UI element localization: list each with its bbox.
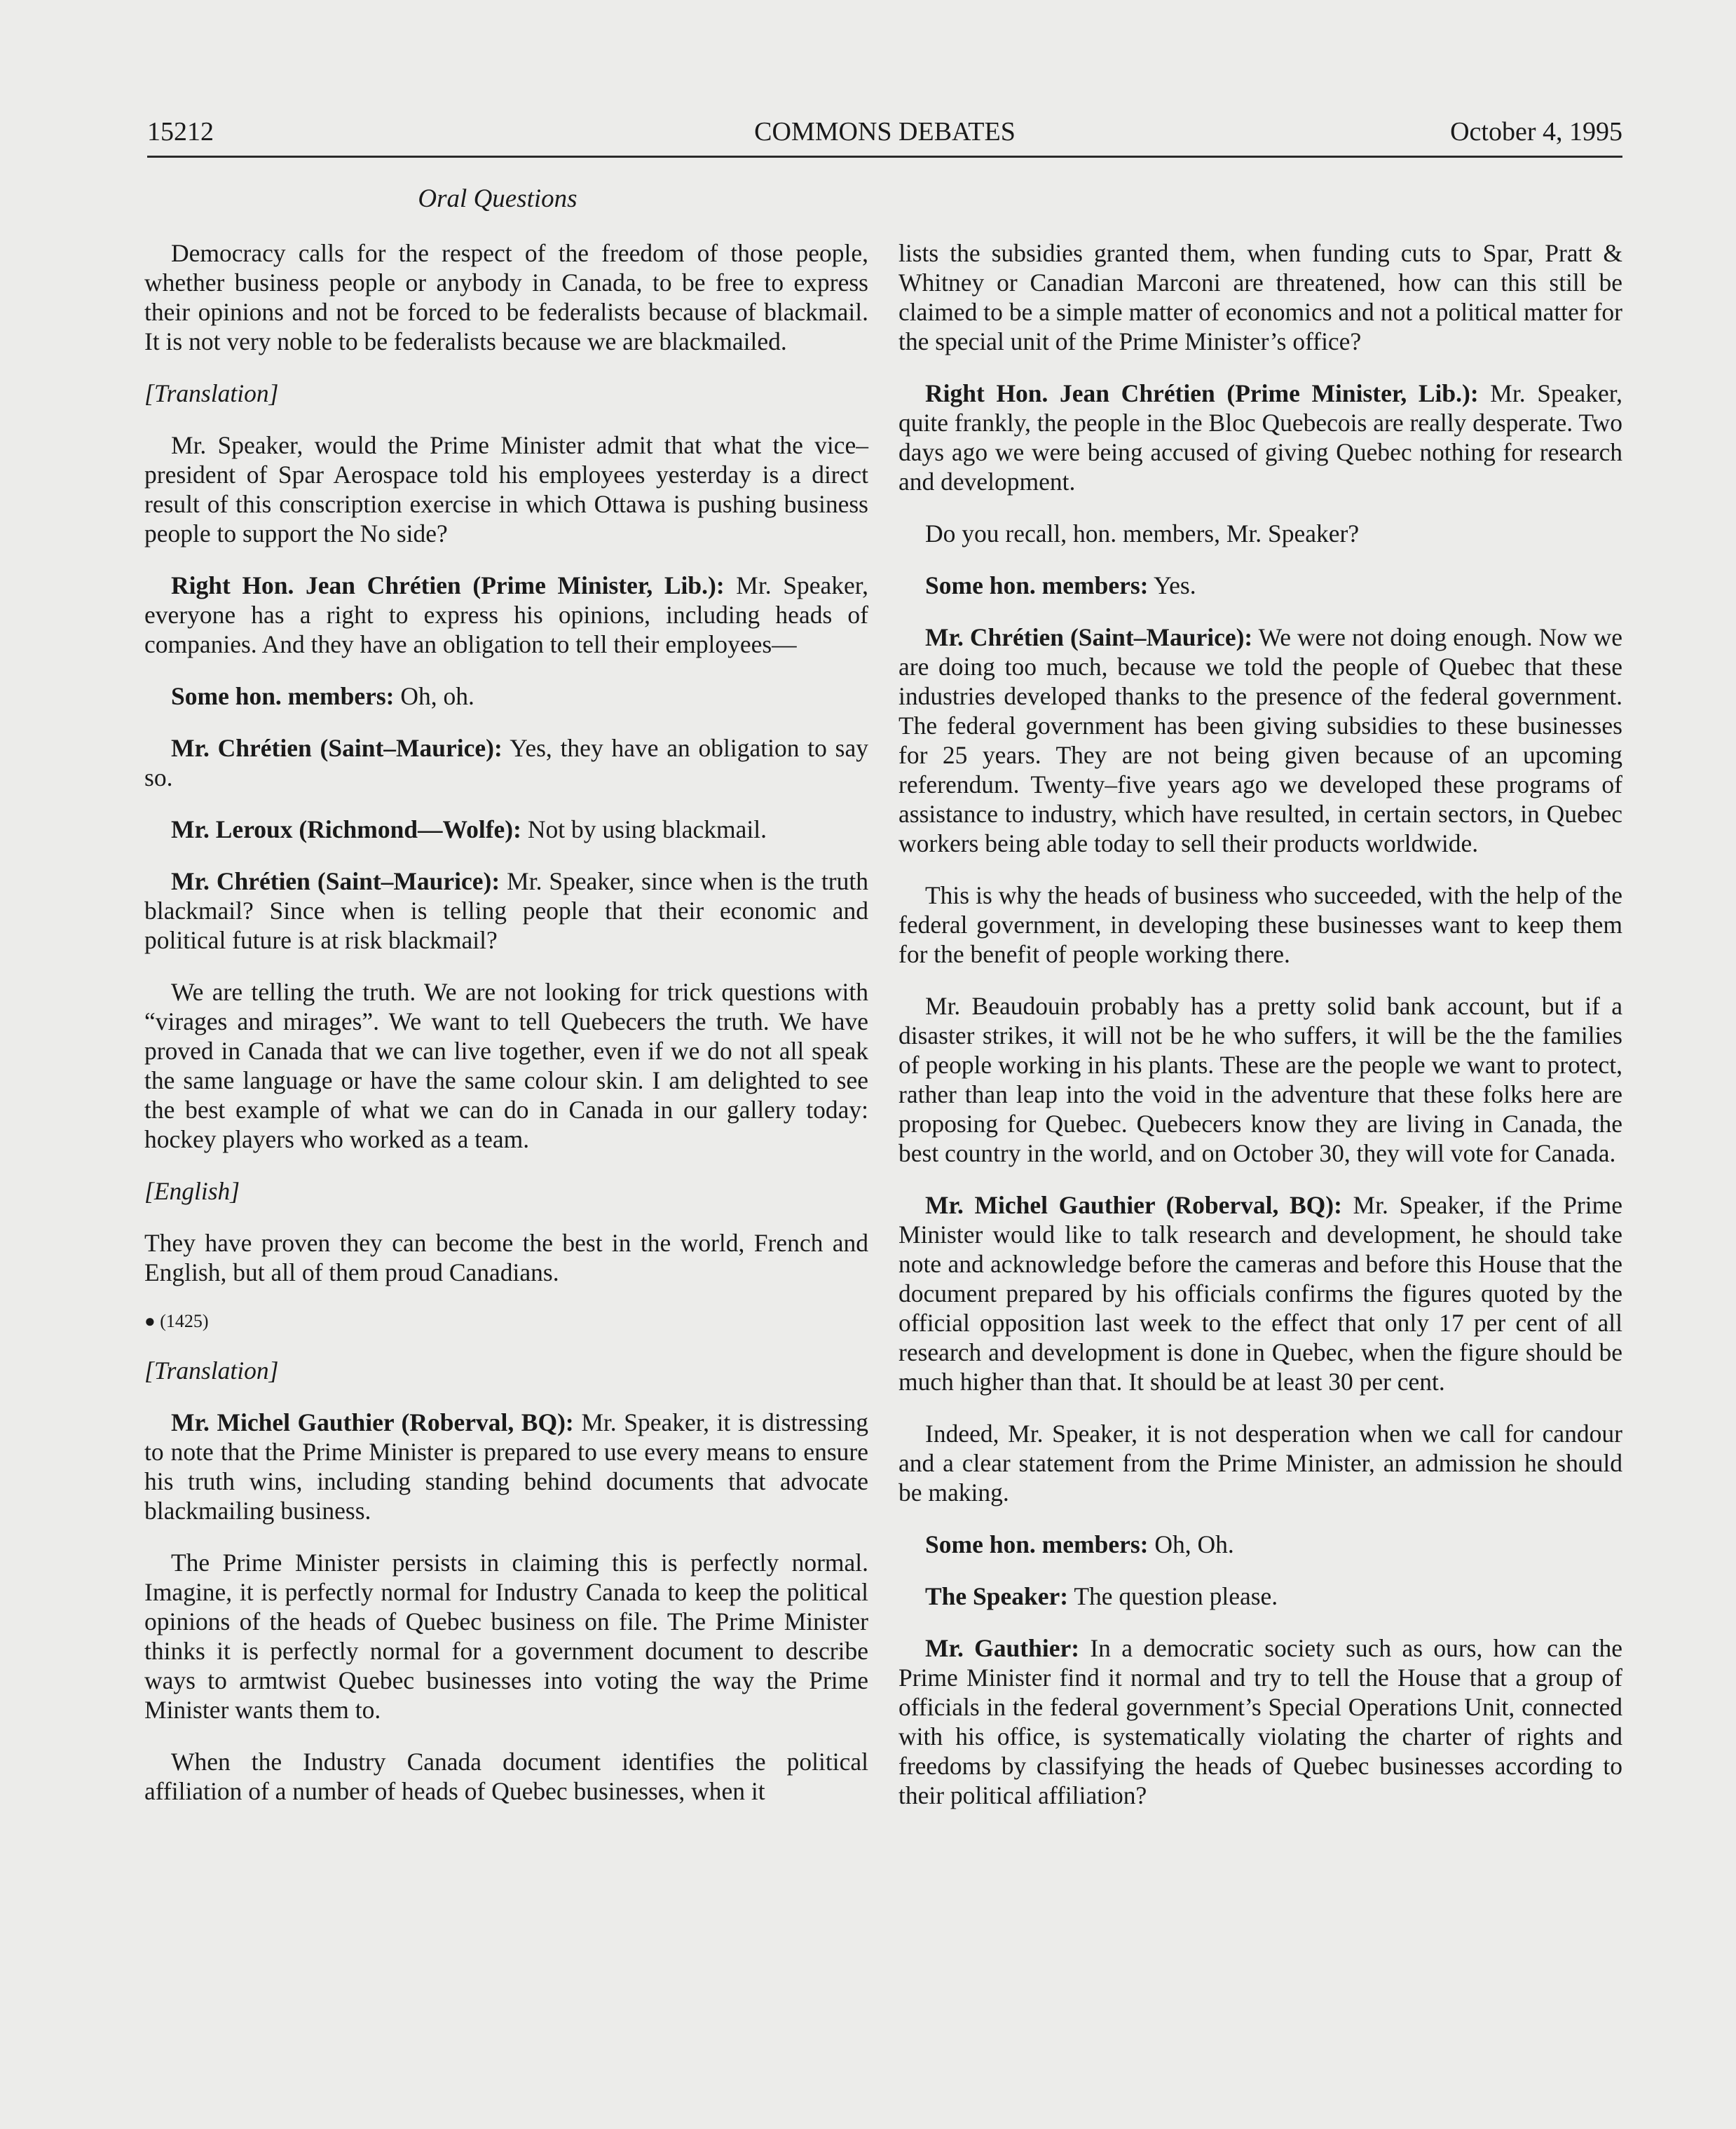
paragraph bbox=[144, 977, 868, 1154]
paragraph-text: Oh, oh. bbox=[394, 682, 474, 710]
paragraph bbox=[898, 991, 1622, 1168]
language-label bbox=[144, 1356, 868, 1385]
timestamp-marker bbox=[144, 1310, 868, 1333]
speech-paragraph bbox=[144, 733, 868, 792]
paragraph bbox=[144, 1747, 868, 1806]
paragraph-text: We were not doing enough. Now we are doing too much, because we told the people of Quebec that these industries developed thanks to the presence of the federal government. The federal government has been giving subsidies to these businesses for 25 years. They are not being given because of an upcoming referendum. Twenty–five years ago we developed these programs of assistance to industry, which have resulted, in certain sectors, in Quebec workers being able today to sell their products worldwide. bbox=[898, 623, 1622, 857]
paragraph-text: In a democratic society such as ours, how can the Prime Minister find it normal and try to tell the House that a group of officials in the federal government’s Special Operations Unit, connected with his office, is systematically violating the charter of rights and freedoms by classifying the heads of Quebec businesses according to their political affiliation? bbox=[898, 1634, 1622, 1809]
speaker-name: Mr. Chrétien (Saint–Maurice): bbox=[171, 867, 500, 895]
page-date: October 4, 1995 bbox=[1450, 117, 1622, 147]
speaker-name: Mr. Michel Gauthier (Roberval, BQ): bbox=[171, 1408, 574, 1436]
left-column bbox=[144, 238, 868, 1828]
header-rule bbox=[147, 156, 1622, 158]
paragraph-text: Mr. Speaker, it is distressing to note that the Prime Minister is prepared to use every means to ensure his truth wins, including standing behind documents that advocate blackmailing business. bbox=[144, 1408, 868, 1525]
timestamp-text: (1425) bbox=[155, 1311, 209, 1331]
paragraph bbox=[898, 1419, 1622, 1507]
paragraph-text: They have proven they can become the best in the world, French and English, but all of them proud Canadians. bbox=[144, 1229, 868, 1286]
speech-paragraph bbox=[898, 1582, 1622, 1611]
speaker-name: Some hon. members: bbox=[925, 571, 1149, 599]
paragraph-text: Mr. Beaudouin probably has a pretty solid bank account, but if a disaster strikes, it will not be he who suffers, it will be the the families of people working in his plants. These are the people we want to protect, rather than leap into the void in the adventure that these folks here are proposing for Quebec. Quebecers know they are living in Canada, the best country in the world, and on October 30, they will vote for Canada. bbox=[898, 992, 1622, 1167]
paragraph-text: We are telling the truth. We are not looking for trick questions with “virages and mirages”. We want to tell Quebecers the truth. We have proved in Canada that we can live together, even if we do not all speak the same language or have the same colour skin. I am delighted to see the best example of what we can do in Canada in our gallery today: hockey players who worked as a team. bbox=[144, 978, 868, 1153]
speaker-name: Mr. Chrétien (Saint–Maurice): bbox=[925, 623, 1253, 651]
speech-paragraph bbox=[898, 1190, 1622, 1396]
speaker-name: Right Hon. Jean Chrétien (Prime Minister, Lib.): bbox=[171, 571, 725, 599]
paragraph-text: Mr. Speaker, quite frankly, the people in the Bloc Quebecois are really desperate. Two days ago we were being accused of giving Quebec nothing for research and development. bbox=[898, 379, 1622, 496]
speech-paragraph bbox=[144, 866, 868, 955]
speech-paragraph bbox=[898, 1633, 1622, 1810]
speech-paragraph bbox=[898, 571, 1622, 600]
page-header bbox=[147, 112, 1622, 151]
paragraph-text: Not by using blackmail. bbox=[521, 815, 767, 843]
paragraph bbox=[898, 519, 1622, 548]
paragraph bbox=[144, 238, 868, 356]
right-column bbox=[898, 238, 1622, 1832]
speaker-name: Mr. Leroux (Richmond—Wolfe): bbox=[171, 815, 521, 843]
paragraph-text: Mr. Speaker, since when is the truth blackmail? Since when is telling people that their economic and political future is at risk blackmail? bbox=[144, 867, 868, 954]
paragraph bbox=[144, 430, 868, 548]
paragraph-text: Mr. Speaker, if the Prime Minister would like to talk research and development, he should take note and acknowledge before the cameras and before this House that the document prepared by his officials confirms the figures quoted by the official opposition last week to the effect that only 17 per cent of all research and development is done in Quebec, when the figure should be much higher than that. It should be at least 30 per cent. bbox=[898, 1191, 1622, 1396]
speaker-name: Some hon. members: bbox=[925, 1530, 1149, 1558]
paragraph-text: Democracy calls for the respect of the freedom of those people, whether business people or anybody in Canada, to be free to express their opinions and not be forced to be federalists because of blackmail. It is not very noble to be federalists because we are blackmailed. bbox=[144, 239, 868, 355]
language-label bbox=[144, 1176, 868, 1206]
speech-paragraph bbox=[144, 681, 868, 711]
speaker-name: Right Hon. Jean Chrétien (Prime Minister, Lib.): bbox=[925, 379, 1479, 407]
speech-paragraph bbox=[144, 815, 868, 844]
speaker-name: Some hon. members: bbox=[171, 682, 395, 710]
paragraph-text: Oh, Oh. bbox=[1148, 1530, 1234, 1558]
paragraph-text: Do you recall, hon. members, Mr. Speaker? bbox=[925, 519, 1360, 547]
paragraph-text: lists the subsidies granted them, when funding cuts to Spar, Pratt & Whitney or Canadian Marconi are threatened, how can this still be claimed to be a simple matter of economics and not a political matter for the special unit of the Prime Minister’s office? bbox=[898, 239, 1622, 355]
paragraph bbox=[898, 238, 1622, 356]
speech-paragraph bbox=[144, 1408, 868, 1525]
speaker-name: Mr. Chrétien (Saint–Maurice): bbox=[171, 734, 503, 762]
paragraph-text: Yes, they have an obligation to say so. bbox=[144, 734, 868, 791]
bullet-icon: ● bbox=[144, 1311, 156, 1331]
speech-paragraph bbox=[898, 623, 1622, 858]
language-label bbox=[144, 379, 868, 408]
paragraph-text: The Prime Minister persists in claiming this is perfectly normal. Imagine, it is perfectly normal for Industry Canada to keep the political opinions of the heads of Quebec business on file. The Prime Minister thinks it is perfectly normal for a government document to describe ways to armtwist Quebec businesses into voting the way the Prime Minister wants them to. bbox=[144, 1549, 868, 1724]
paragraph bbox=[898, 880, 1622, 969]
language-label-text: [Translation] bbox=[144, 1356, 279, 1385]
paragraph bbox=[144, 1548, 868, 1725]
paragraph bbox=[144, 1228, 868, 1287]
paragraph-text: Indeed, Mr. Speaker, it is not desperation when we call for candour and a clear statement from the Prime Minister, an admission he should be making. bbox=[898, 1420, 1622, 1506]
speech-paragraph bbox=[144, 571, 868, 659]
page-number: 15212 bbox=[147, 117, 214, 147]
paragraph-text: Yes. bbox=[1148, 571, 1196, 599]
publication-title: COMMONS DEBATES bbox=[754, 117, 1016, 147]
speaker-name: Mr. Michel Gauthier (Roberval, BQ): bbox=[925, 1191, 1342, 1219]
language-label-text: [English] bbox=[144, 1177, 240, 1205]
speech-paragraph bbox=[898, 1530, 1622, 1559]
paragraph-text: The question please. bbox=[1068, 1582, 1278, 1610]
language-label-text: [Translation] bbox=[144, 379, 279, 407]
paragraph-text: This is why the heads of business who succeeded, with the help of the federal government, in developing these businesses want to keep them for the benefit of people working there. bbox=[898, 881, 1622, 968]
speaker-name: The Speaker: bbox=[925, 1582, 1069, 1610]
paragraph-text: Mr. Speaker, would the Prime Minister admit that what the vice–president of Spar Aerospace told his employees yesterday is a direct result of this conscription exercise in which Ottawa is pushing business people to support the No side? bbox=[144, 431, 868, 547]
speaker-name: Mr. Gauthier: bbox=[925, 1634, 1080, 1662]
paragraph-text: Mr. Speaker, everyone has a right to express his opinions, including heads of companies. And they have an obligation to tell their employees— bbox=[144, 571, 868, 658]
paragraph-text: When the Industry Canada document identifies the political affiliation of a number of heads of Quebec businesses, when it bbox=[144, 1748, 868, 1805]
speech-paragraph bbox=[898, 379, 1622, 496]
section-title: Oral Questions bbox=[418, 184, 577, 213]
